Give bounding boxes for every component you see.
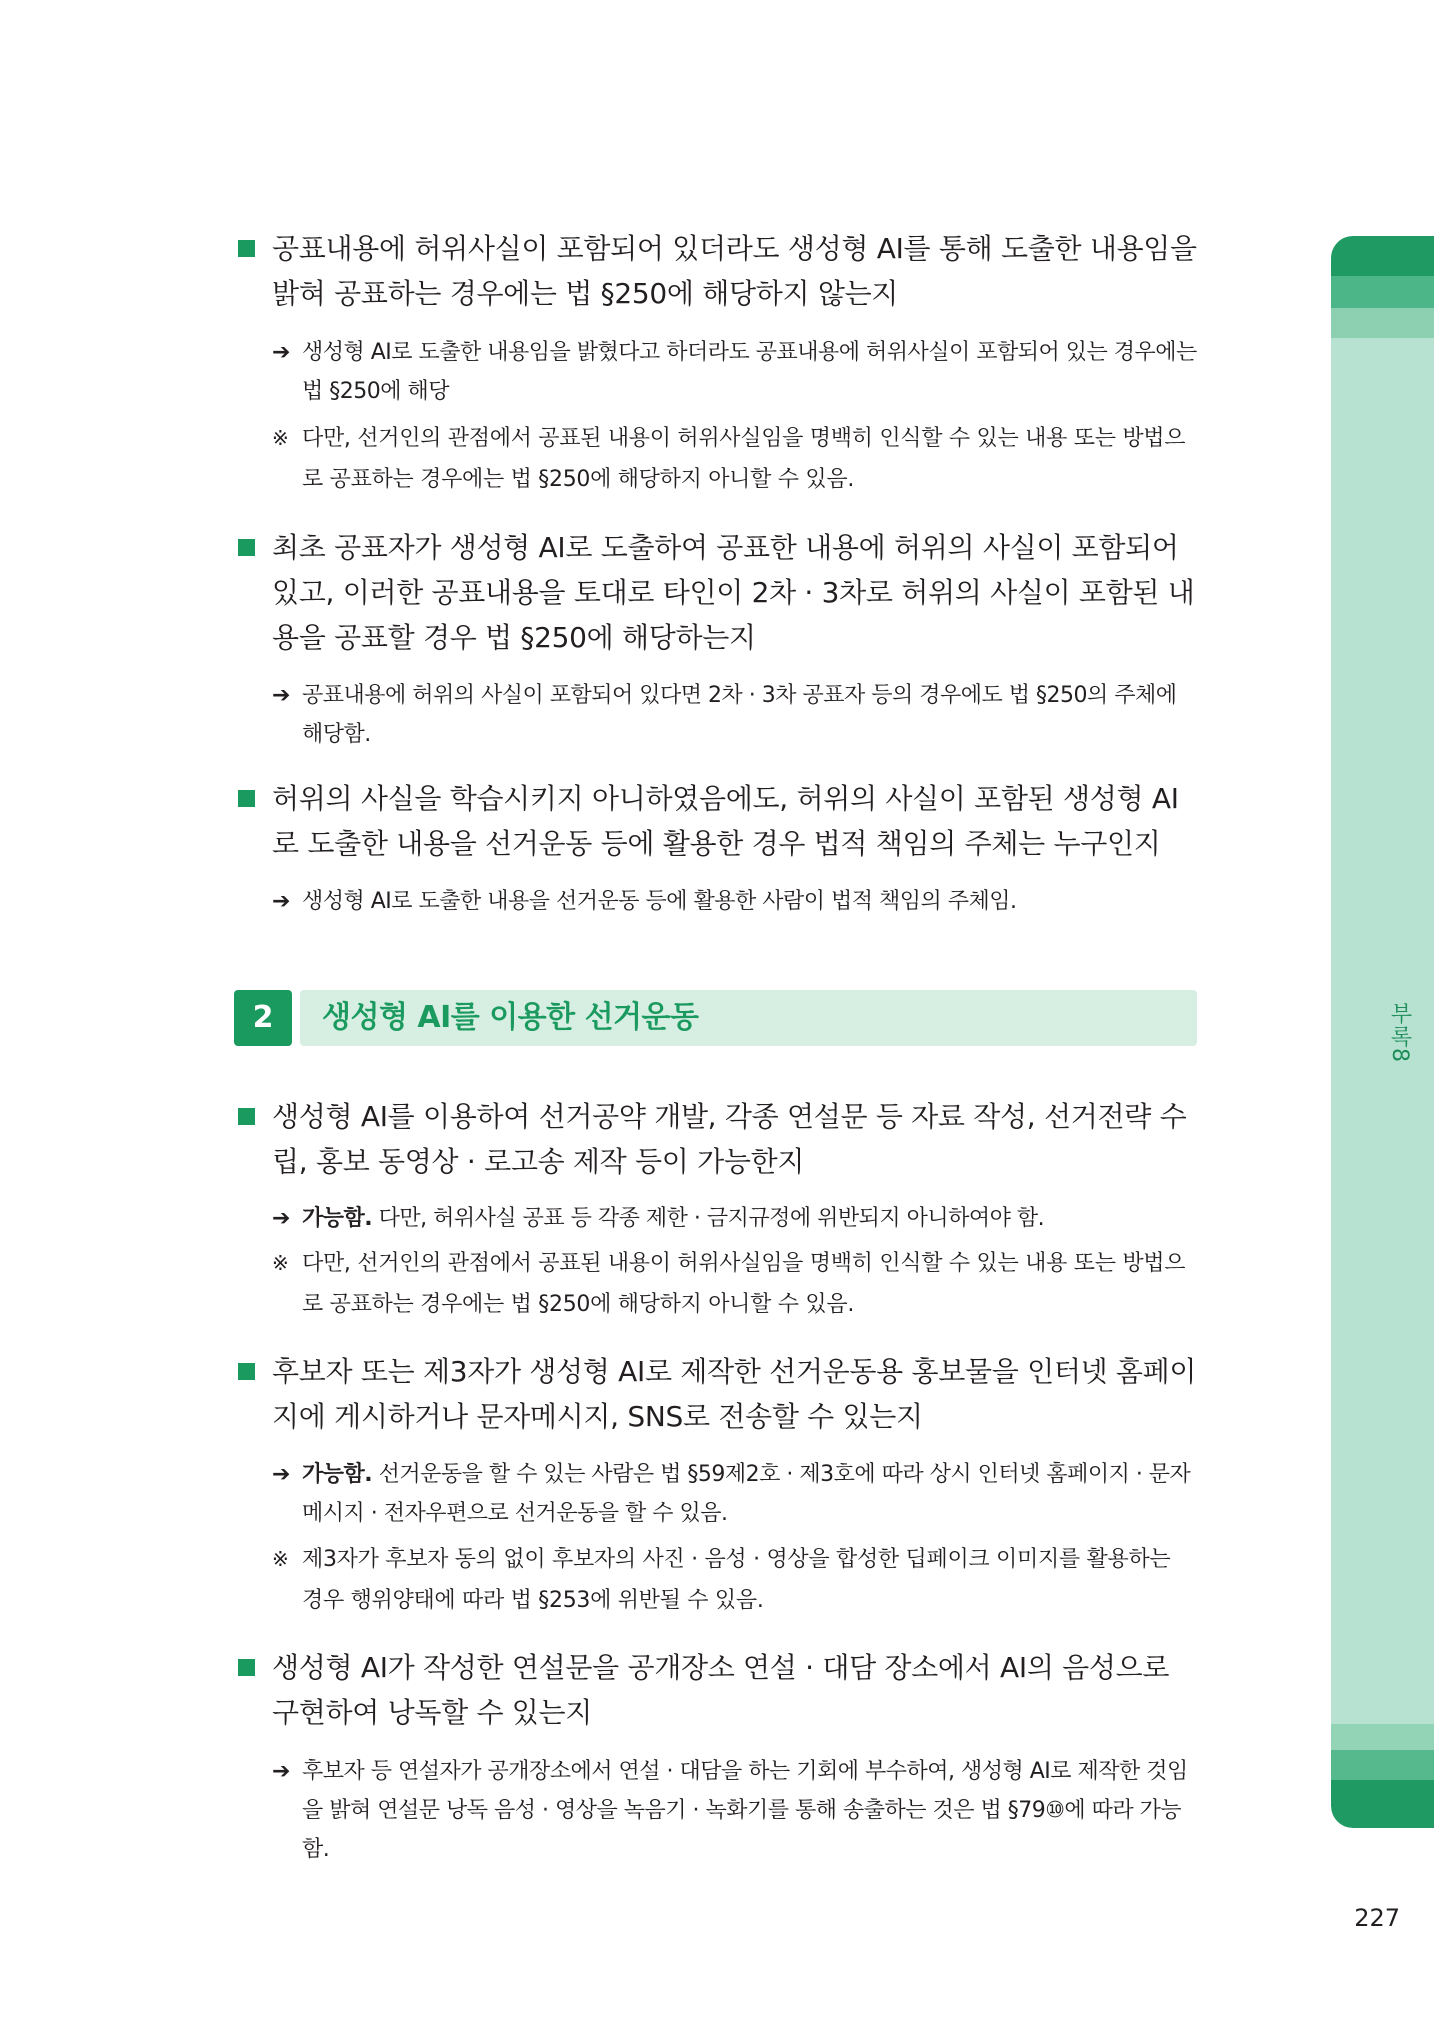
tab-band <box>1331 1780 1434 1828</box>
page-number: 227 <box>1354 1904 1400 1932</box>
square-bullet-icon <box>238 1363 255 1380</box>
tab-band <box>1331 308 1434 338</box>
question-item <box>272 1094 1197 1184</box>
tab-band <box>1331 1750 1434 1780</box>
arrow-icon: ➔ <box>272 683 290 708</box>
note-item <box>272 418 1197 500</box>
question-item <box>272 1349 1197 1439</box>
question-item <box>272 525 1197 660</box>
square-bullet-icon <box>238 790 255 807</box>
question-item <box>272 226 1197 316</box>
note-item <box>272 1243 1197 1325</box>
answer-item <box>272 1752 1197 1869</box>
question-text: 생성형 AI를 이용하여 선거공약 개발, 각종 연설문 등 자료 작성, 선거전략 수립, 홍보 동영상 · 로고송 제작 등이 가능한지 <box>272 1100 1187 1178</box>
note-item <box>272 1539 1197 1621</box>
section-header <box>234 990 1197 1046</box>
arrow-icon: ➔ <box>272 1462 290 1487</box>
answer-item <box>272 333 1197 411</box>
question-text: 허위의 사실을 학습시키지 아니하였음에도, 허위의 사실이 포함된 생성형 AI로 도출한 내용을 선거운동 등에 활용한 경우 법적 책임의 주체는 누구인지 <box>272 782 1179 860</box>
question-text: 공표내용에 허위사실이 포함되어 있더라도 생성형 AI를 통해 도출한 내용임을 밝혀 공표하는 경우에는 법 §250에 해당하지 않는지 <box>272 232 1197 310</box>
arrow-icon: ➔ <box>272 340 290 365</box>
note-text: 다만, 선거인의 관점에서 공표된 내용이 허위사실임을 명백히 인식할 수 있는 내용 또는 방법으로 공표하는 경우에는 법 §250에 해당하지 아니할 수 있음. <box>302 426 1186 492</box>
square-bullet-icon <box>238 1108 255 1125</box>
note-text: 제3자가 후보자 동의 없이 후보자의 사진 · 음성 · 영상을 합성한 딥페이크 이미지를 활용하는 경우 행위양태에 따라 법 §253에 위반될 수 있음. <box>302 1547 1171 1613</box>
tab-band <box>1331 276 1434 308</box>
question-item <box>272 776 1197 866</box>
square-bullet-icon <box>238 240 255 257</box>
square-bullet-icon <box>238 1659 255 1676</box>
arrow-icon: ➔ <box>272 1759 290 1784</box>
arrow-icon: ➔ <box>272 1206 290 1231</box>
section-title: 생성형 AI를 이용한 선거운동 <box>322 1000 699 1035</box>
question-text: 생성형 AI가 작성한 연설문을 공개장소 연설 · 대담 장소에서 AI의 음성으로 구현하여 낭독할 수 있는지 <box>272 1651 1170 1729</box>
reference-mark-icon: ※ <box>272 1251 289 1275</box>
answer-text: 공표내용에 허위의 사실이 포함되어 있다면 2차 · 3차 공표자 등의 경우에도 법 §250의 주체에 해당함. <box>302 683 1177 747</box>
answer-text: 선거운동을 할 수 있는 사람은 법 §59제2호 · 제3호에 따라 상시 인터넷 홈페이지 · 문자메시지 · 전자우편으로 선거운동을 할 수 있음. <box>302 1462 1191 1526</box>
square-bullet-icon <box>238 539 255 556</box>
answer-bold-text: 가능함. <box>302 1206 373 1231</box>
note-text: 다만, 선거인의 관점에서 공표된 내용이 허위사실임을 명백히 인식할 수 있는 내용 또는 방법으로 공표하는 경우에는 법 §250에 해당하지 아니할 수 있음. <box>302 1251 1186 1317</box>
question-text: 최초 공표자가 생성형 AI로 도출하여 공표한 내용에 허위의 사실이 포함되어 있고, 이러한 공표내용을 토대로 타인이 2차 · 3차로 허위의 사실이 포함된 내용을 공표할 경우 법 §250에 해당하는지 <box>272 531 1195 654</box>
arrow-icon: ➔ <box>272 889 290 914</box>
side-tab-label: 부록8 <box>1387 1002 1412 1063</box>
answer-item <box>272 882 1197 921</box>
reference-mark-icon: ※ <box>272 1547 289 1571</box>
answer-item <box>272 1455 1197 1533</box>
answer-text: 생성형 AI로 도출한 내용을 선거운동 등에 활용한 사람이 법적 책임의 주체임. <box>302 889 1017 914</box>
question-item <box>272 1645 1197 1735</box>
answer-item <box>272 676 1197 754</box>
tab-band <box>1331 1724 1434 1750</box>
answer-text: 후보자 등 연설자가 공개장소에서 연설 · 대담을 하는 기회에 부수하여, 생성형 AI로 제작한 것임을 밝혀 연설문 낭독 음성 · 영상을 녹음기 · 녹화기를 통해 송출하는 것은 법 §79⑩에 따라 가능함. <box>302 1759 1188 1862</box>
question-text: 후보자 또는 제3자가 생성형 AI로 제작한 선거운동용 홍보물을 인터넷 홈페이지에 게시하거나 문자메시지, SNS로 전송할 수 있는지 <box>272 1355 1197 1433</box>
answer-bold-text: 가능함. <box>302 1462 373 1487</box>
answer-text: 생성형 AI로 도출한 내용임을 밝혔다고 하더라도 공표내용에 허위사실이 포함되어 있는 경우에는 법 §250에 해당 <box>302 340 1197 404</box>
section-number: 2 <box>234 990 292 1046</box>
answer-text: 다만, 허위사실 공표 등 각종 제한 · 금지규정에 위반되지 아니하여야 함. <box>372 1206 1045 1231</box>
reference-mark-icon: ※ <box>272 426 289 450</box>
tab-band <box>1331 236 1434 276</box>
answer-item <box>272 1199 1197 1238</box>
